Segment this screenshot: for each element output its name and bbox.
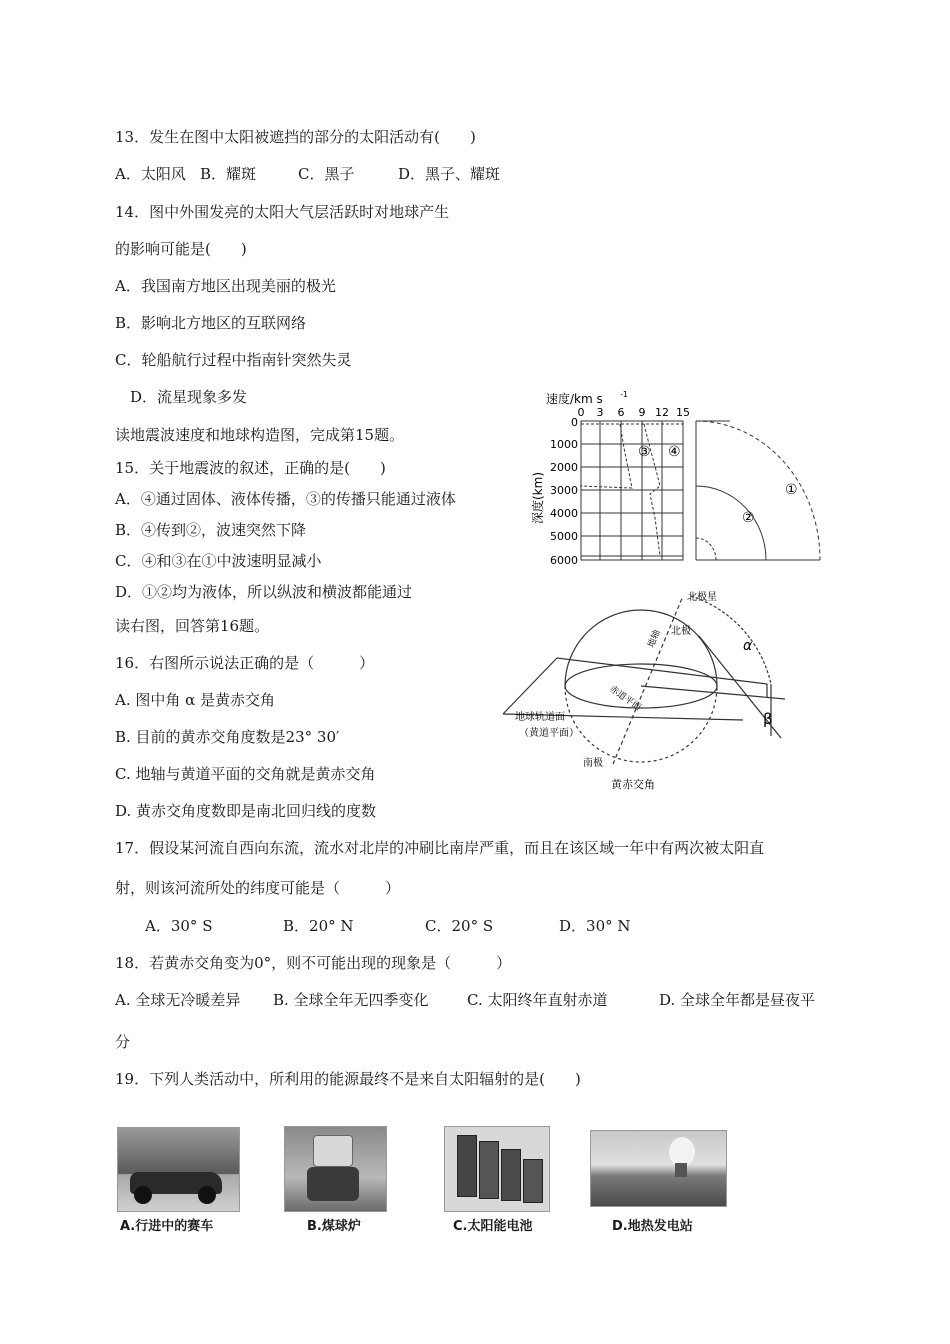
y-tick: 2000 (550, 461, 578, 474)
geothermal-plant-photo (590, 1130, 727, 1207)
seismic-y-label: 深度(km) (531, 471, 545, 525)
x-tick: 9 (638, 406, 646, 419)
q17-option-c: C．20° S (425, 917, 494, 935)
y-tick: 1000 (550, 438, 578, 451)
orbit-plane-label-1: 地球轨道面 (515, 712, 565, 723)
q13-option-c: C．黑子 (298, 165, 355, 183)
q15-option-a: A．④通过固体、液体传播，③的传播只能通过液体 (115, 490, 456, 508)
q14-option-d: D．流星现象多发 (130, 388, 248, 406)
caption-coal-stove: B.煤球炉 (307, 1219, 361, 1234)
x-tick: 15 (676, 406, 690, 419)
layer-label-1: ① (785, 482, 798, 498)
q16-option-b: B. 目前的黄赤交角度数是23° 30′ (115, 728, 340, 746)
q17-options (145, 916, 631, 936)
seismic-x-label-sup: -1 (620, 390, 628, 399)
seismic-wave-chart (520, 388, 830, 574)
read16-intro: 读右图，回答第16题。 (115, 617, 270, 635)
solar-cell-photo (444, 1126, 550, 1212)
race-car-photo (117, 1127, 240, 1212)
earth-layers (696, 421, 820, 560)
beta-label: β (763, 710, 773, 728)
y-tick: 6000 (550, 554, 578, 567)
x-tick: 3 (596, 406, 604, 419)
q14-option-c: C．轮船航行过程中指南针突然失灵 (115, 351, 352, 369)
seismic-curve-3 (580, 424, 632, 488)
y-tick: 5000 (550, 530, 578, 543)
q17-stem-2: 射，则该河流所处的纬度可能是（ ） (115, 879, 401, 897)
q17-stem-1: 17．假设某河流自西向东流，流水对北岸的冲刷比南岸严重，而且在该区域一年中有两次被太阳直 (115, 839, 765, 857)
seismic-grid (581, 421, 683, 560)
q13-stem: 13．发生在图中太阳被遮挡的部分的太阳活动有( ) (115, 128, 476, 146)
orbit-plane-label-2: （黄道平面） (519, 728, 579, 739)
caption-solar-cell: C.太阳能电池 (453, 1219, 533, 1234)
x-tick: 6 (617, 406, 625, 419)
q19-stem: 19．下列人类活动中，所利用的能源最终不是来自太阳辐射的是( ) (115, 1070, 581, 1088)
read15-intro: 读地震波速度和地球构造图，完成第15题。 (115, 426, 405, 444)
q17-option-b: B．20° N (283, 917, 354, 935)
q16-option-c: C. 地轴与黄道平面的交角就是黄赤交角 (115, 765, 376, 783)
q13-option-a: A．太阳风 (115, 165, 186, 183)
curve-label-3: ③ (638, 444, 651, 460)
q16-stem: 16．右图所示说法正确的是（ ） (115, 654, 375, 672)
y-tick: 4000 (550, 507, 578, 520)
seismic-y-ticks (550, 416, 578, 567)
q15-stem: 15．关于地震波的叙述，正确的是( ) (115, 459, 386, 477)
q18-stem: 18．若黄赤交角变为0°，则不可能出现的现象是（ ） (115, 954, 512, 972)
obliquity-diagram (495, 586, 795, 794)
q13-options (115, 164, 500, 184)
q15-option-b: B．④传到②，波速突然下降 (115, 521, 307, 539)
south-pole-label: 南极 (583, 758, 603, 769)
equator-plane-label: 赤道平面 (607, 684, 643, 714)
q14-stem-1: 14．图中外围发亮的太阳大气层活跃时对地球产生 (115, 203, 450, 221)
q16-option-d: D. 黄赤交角度数即是南北回归线的度数 (115, 802, 377, 820)
caption-race-car: A.行进中的赛车 (120, 1219, 214, 1234)
seismic-x-label: 速度/km s (546, 392, 603, 406)
y-tick: 3000 (550, 484, 578, 497)
q18-option-b: B. 全球全年无四季变化 (273, 991, 429, 1009)
obliquity-caption: 黄赤交角 (611, 778, 655, 791)
q13-option-d: D．黑子、耀斑 (398, 165, 501, 183)
x-tick: 0 (577, 406, 585, 419)
seismic-x-ticks (578, 406, 691, 419)
curve-label-4: ④ (668, 444, 681, 460)
q18-option-c: C. 太阳终年直射赤道 (467, 991, 608, 1009)
alpha-label: α (743, 638, 753, 654)
q17-option-d: D．30° N (559, 917, 631, 935)
q13-option-b: B．耀斑 (200, 165, 257, 183)
q14-option-b: B．影响北方地区的互联网络 (115, 314, 307, 332)
y-tick: 0 (571, 416, 578, 429)
north-pole-label: 北极 (671, 626, 691, 637)
coal-stove-photo (284, 1126, 387, 1212)
earth-axis-line (613, 596, 683, 764)
x-tick: 12 (655, 406, 669, 419)
q15-option-c: C．④和③在①中波速明显减小 (115, 552, 322, 570)
q16-option-a: A. 图中角 α 是黄赤交角 (115, 691, 276, 709)
q14-option-a: A．我国南方地区出现美丽的极光 (115, 277, 336, 295)
q14-stem-2: 的影响可能是( ) (115, 240, 247, 258)
q15-option-d: D．①②均为液体，所以纵波和横波都能通过 (115, 583, 413, 601)
q18-wrap: 分 (115, 1033, 131, 1051)
layer-label-2: ② (742, 510, 755, 526)
north-star-label: 北极星 (687, 592, 717, 603)
q18-option-a: A. 全球无冷暖差异 (115, 991, 241, 1009)
q18-option-d: D. 全球全年都是昼夜平 (659, 991, 816, 1009)
axis-label: 地轴 (646, 628, 663, 650)
q17-option-a: A．30° S (145, 917, 213, 935)
q18-options (115, 990, 815, 1010)
caption-geothermal: D.地热发电站 (612, 1219, 693, 1234)
